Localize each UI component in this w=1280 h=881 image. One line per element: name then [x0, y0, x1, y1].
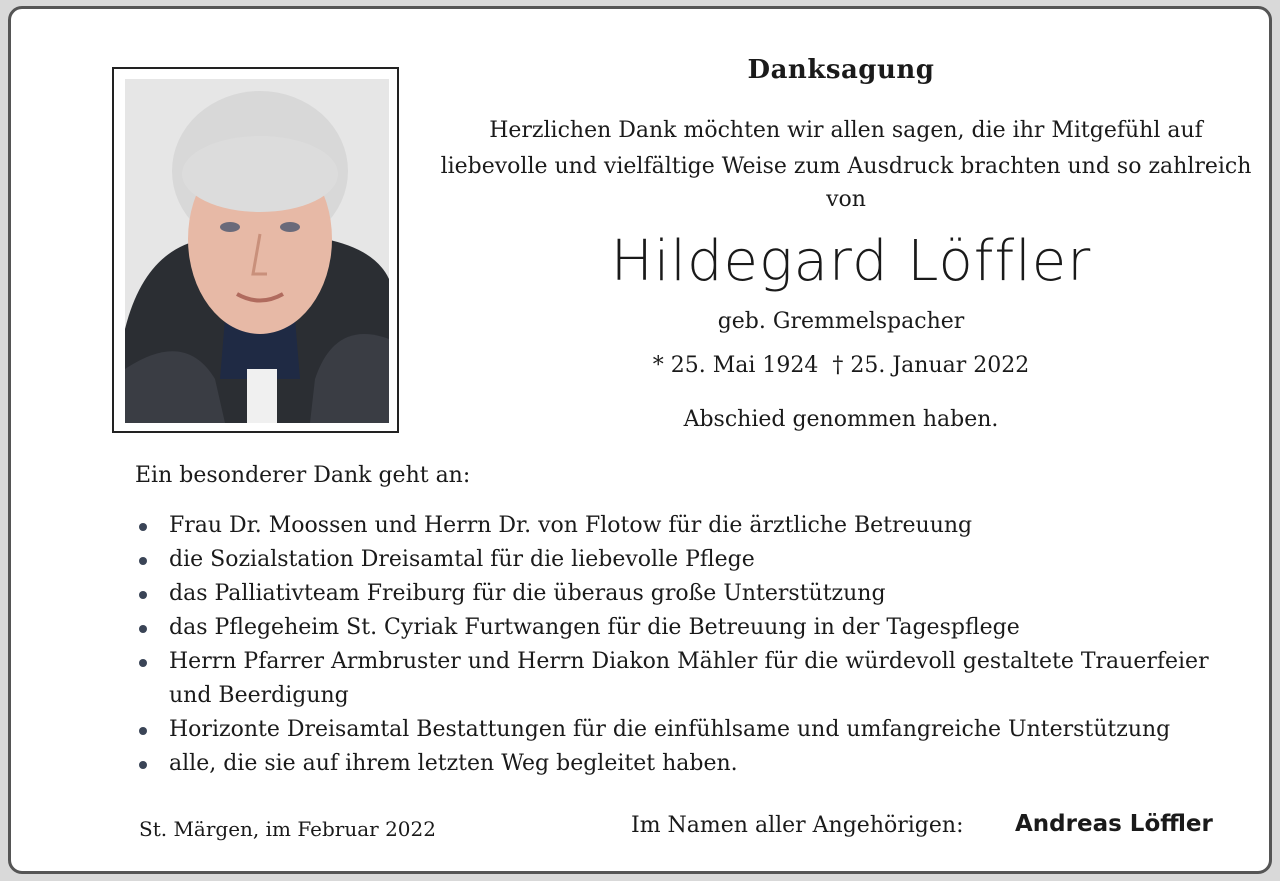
bullet-icon — [139, 523, 147, 531]
bullet-icon — [139, 761, 147, 769]
photo-frame — [112, 67, 399, 433]
intro-text — [431, 113, 1261, 215]
deceased-name: Hildegard Löffler — [610, 229, 1092, 294]
bullet-icon — [139, 659, 147, 667]
bullet-icon — [139, 625, 147, 633]
thanks-list — [135, 509, 1255, 781]
list-item: Herrn Pfarrer Armbruster und Herrn Diakon Mähler für die würdevoll gestaltete Trauerfeier und Beerdigung — [135, 645, 1219, 713]
list-item: Horizonte Dreisamtal Bestattungen für die einfühlsame und umfangreiche Unterstützung — [135, 713, 1255, 747]
signer-name: Andreas Löffler — [1015, 811, 1213, 837]
bullet-icon — [139, 591, 147, 599]
portrait-photo — [125, 79, 389, 423]
intro-line-1: Herzlichen Dank möchten wir allen sagen, die ihr Mitgefühl auf — [489, 118, 1203, 143]
list-item: das Pflegeheim St. Cyriak Furtwangen für die Betreuung in der Tagespflege — [135, 611, 1255, 645]
intro-line-3: von — [826, 187, 866, 212]
birth-name: geb. Gremmelspacher — [717, 309, 965, 334]
place-date: St. Märgen, im Februar 2022 — [139, 817, 436, 841]
bullet-icon — [139, 557, 147, 565]
on-behalf-label: Im Namen aller Angehörigen: — [631, 813, 964, 838]
farewell-text: Abschied genommen haben. — [683, 407, 999, 432]
life-dates: * 25. Mai 1924 † 25. Januar 2022 — [652, 353, 1030, 378]
list-item: die Sozialstation Dreisamtal für die liebevolle Pflege — [135, 543, 1255, 577]
list-item: das Palliativteam Freiburg für die überaus große Unterstützung — [135, 577, 1255, 611]
list-item: Frau Dr. Moossen und Herrn Dr. von Flotow für die ärztliche Betreuung — [135, 509, 1255, 543]
intro-line-2: liebevolle und vielfältige Weise zum Ausdruck brachten und so zahlreich — [440, 154, 1252, 179]
obituary-card — [8, 6, 1272, 874]
list-item: alle, die sie auf ihrem letzten Weg begleitet haben. — [135, 747, 1255, 781]
notice-heading: Danksagung — [747, 55, 935, 85]
bullet-icon — [139, 727, 147, 735]
thanks-intro: Ein besonderer Dank geht an: — [135, 463, 471, 488]
